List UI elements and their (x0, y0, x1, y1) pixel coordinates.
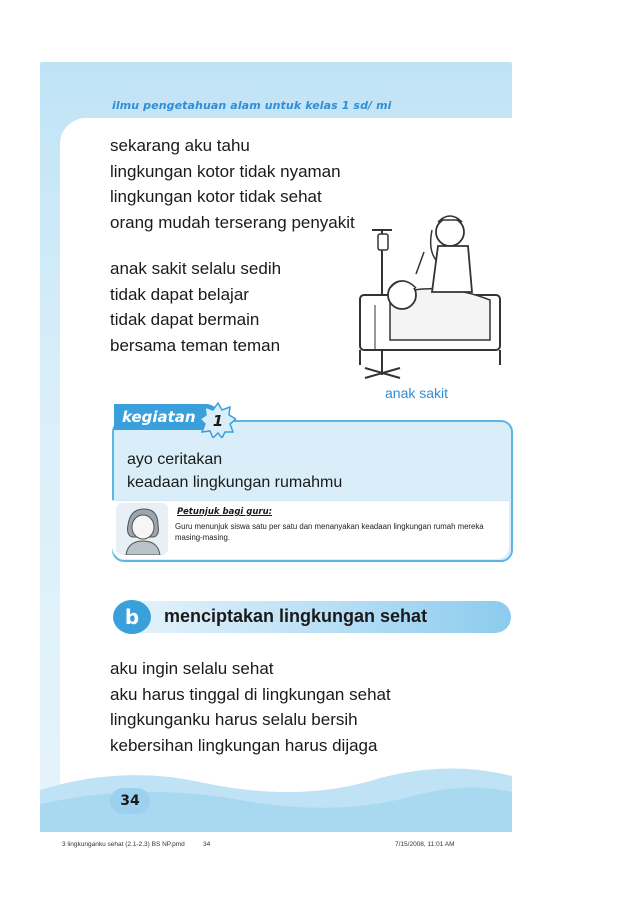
poem-line: tidak dapat bermain (110, 310, 260, 329)
illustration-caption: anak sakit (385, 385, 449, 401)
section-title: menciptakan lingkungan sehat (164, 606, 428, 626)
teacher-avatar (116, 503, 168, 555)
poem-line: lingkungan kotor tidak nyaman (110, 161, 341, 181)
activity-number: 1 (212, 412, 224, 430)
footer-timestamp: 7/15/2008, 11:01 AM (395, 841, 455, 848)
poem-stanza-1 (110, 133, 355, 235)
poem-line: sekarang aku tahu (110, 136, 250, 155)
section-letter-badge: b (113, 600, 151, 634)
activity-line: keadaan lingkungan rumahmu (127, 474, 343, 491)
section-line: kebersihan lingkungan harus dijaga (110, 735, 378, 755)
poem-line: orang mudah terserang penyakit (110, 212, 355, 232)
section-line: aku harus tinggal di lingkungan sehat (110, 684, 391, 704)
section-text (110, 656, 391, 758)
activity-number-badge (200, 402, 236, 438)
page-number: 34 (110, 788, 150, 814)
poem-line: tidak dapat belajar (110, 284, 249, 304)
activity-line: ayo ceritakan (127, 451, 223, 468)
teacher-note-title: Petunjuk bagi guru: (177, 507, 273, 517)
activity-instructions (127, 448, 342, 494)
poem-line: bersama teman teman (110, 335, 281, 355)
sick-child-illustration (320, 200, 510, 390)
footer-page: 34 (203, 841, 211, 848)
poem-line: anak sakit selalu sedih (110, 259, 282, 278)
poem-line: lingkungan kotor tidak sehat (110, 187, 322, 206)
teacher-note-body: Guru menunjuk siswa satu per satu dan menanyakan keadaan lingkungan rumah mereka masing-masing. (175, 522, 484, 542)
section-line: lingkunganku harus selalu bersih (110, 710, 358, 729)
book-header: ilmu pengetahuan alam untuk kelas 1 sd/ mi (112, 99, 392, 112)
footer-filename: 3 lingkunganku sehat (2.1-2.3) BS NP.pmd (62, 841, 185, 848)
section-line: aku ingin selalu sehat (110, 659, 274, 678)
poem-stanza-2 (110, 256, 281, 358)
activity-label: kegiatan (114, 404, 220, 430)
